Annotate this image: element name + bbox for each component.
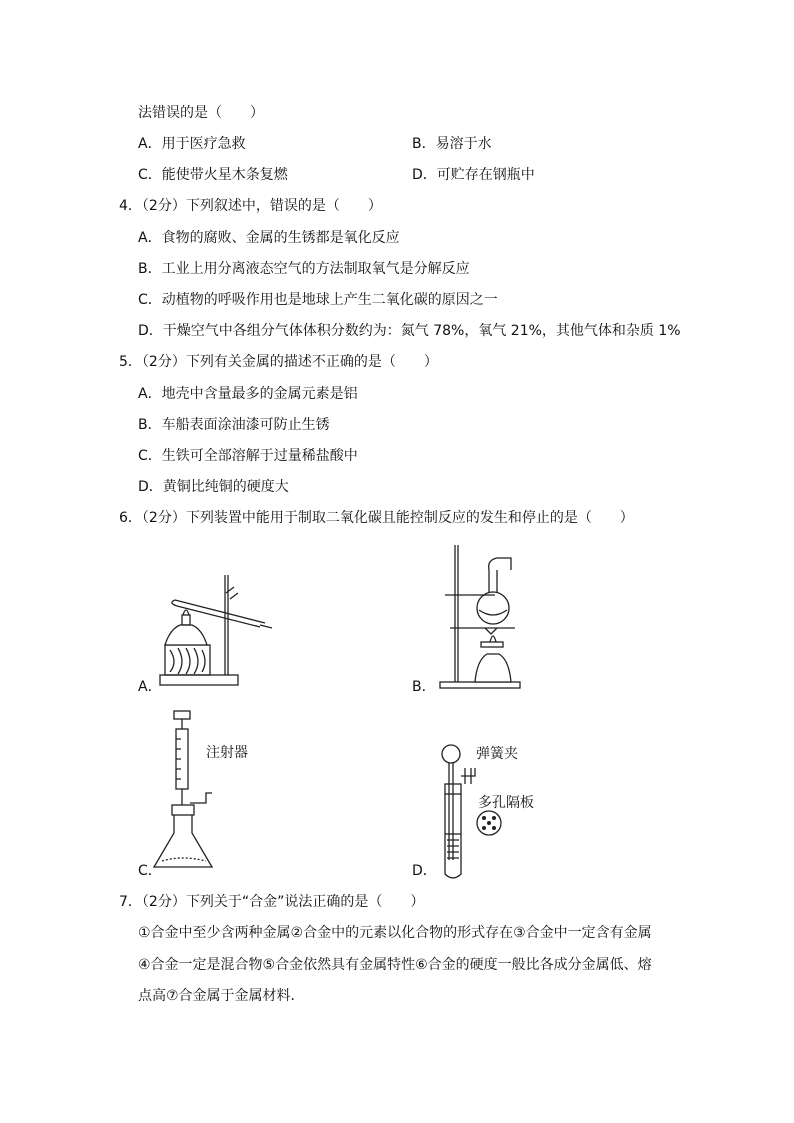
- q4-option-c[interactable]: C．动植物的呼吸作用也是地球上产生二氧化碳的原因之一: [138, 292, 498, 308]
- q6-stem: 6．（2分）下列装置中能用于制取二氧化碳且能控制反应的发生和停止的是（ ）: [119, 510, 634, 526]
- q6-option-a[interactable]: A．: [138, 679, 162, 695]
- q7-statement-line-1: ①合金中至少含两种金属②合金中的元素以化合物的形式存在③合金中一定含有金属: [138, 925, 652, 941]
- q6-option-b[interactable]: B．: [412, 679, 436, 695]
- q6-option-d[interactable]: D．: [412, 863, 437, 879]
- q4-option-b[interactable]: B．工业上用分离液态空气的方法制取氧气是分解反应: [138, 261, 470, 277]
- q4-stem: 4．（2分）下列叙述中，错误的是（ ）: [119, 198, 382, 214]
- q7-statement-line-3: 点高⑦合金属于金属材料．: [138, 988, 305, 1004]
- syringe-label: 注射器: [206, 745, 248, 761]
- porous-plate-label: 多孔隔板: [478, 795, 534, 811]
- q5-option-c[interactable]: C．生铁可全部溶解于过量稀盐酸中: [138, 448, 358, 464]
- question-stem-continuation: 法错误的是（ ）: [138, 105, 264, 121]
- apparatus-b-diagram: [435, 540, 535, 690]
- q5-stem: 5．（2分）下列有关金属的描述不正确的是（ ）: [119, 354, 438, 370]
- porous-plate-icon: [474, 808, 504, 838]
- apparatus-a-diagram: [150, 555, 280, 690]
- q6-option-c[interactable]: C．: [138, 863, 162, 879]
- apparatus-c-diagram: [150, 705, 260, 875]
- q3-option-a[interactable]: A．用于医疗急救: [138, 136, 246, 152]
- spring-clamp-label: 弹簧夹: [476, 746, 518, 762]
- q4-option-d[interactable]: D．干燥空气中各组分气体体积分数约为：氮气 78%，氧气 21%，其他气体和杂质 1%: [138, 323, 681, 339]
- q3-option-b[interactable]: B．易溶于水: [412, 136, 492, 152]
- q3-option-d[interactable]: D．可贮存在钢瓶中: [412, 167, 535, 183]
- q7-stem: 7．（2分）下列关于“合金”说法正确的是（ ）: [119, 894, 425, 910]
- q5-option-b[interactable]: B．车船表面涂油漆可防止生锈: [138, 417, 330, 433]
- q4-option-a[interactable]: A．食物的腐败、金属的生锈都是氧化反应: [138, 230, 400, 246]
- q3-option-c[interactable]: C．能使带火星木条复燃: [138, 167, 288, 183]
- q7-statement-line-2: ④合金一定是混合物⑤合金依然具有金属特性⑥合金的硬度一般比各成分金属低、熔: [138, 957, 652, 973]
- q5-option-d[interactable]: D．黄铜比纯铜的硬度大: [138, 479, 289, 495]
- q5-option-a[interactable]: A．地壳中含量最多的金属元素是铝: [138, 386, 358, 402]
